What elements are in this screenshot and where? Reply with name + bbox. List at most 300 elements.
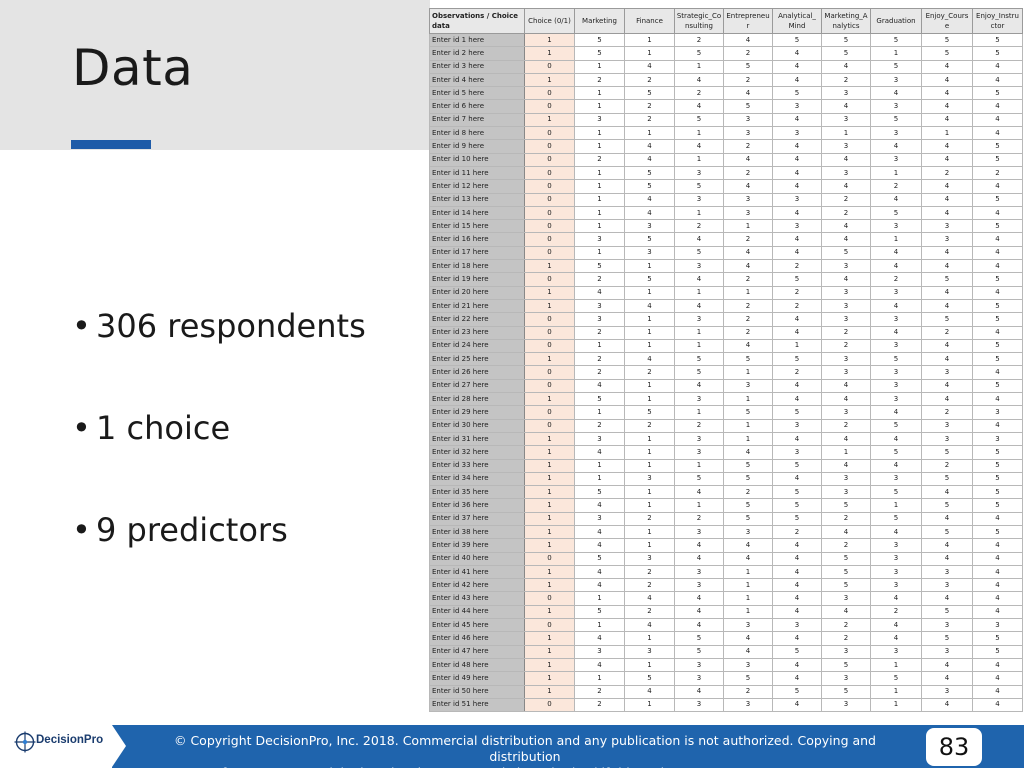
table-cell: 1 xyxy=(625,127,675,140)
row-id-cell: Enter id 8 here xyxy=(430,127,525,140)
table-cell: 2 xyxy=(724,73,773,86)
table-cell: 4 xyxy=(773,432,822,445)
copyright-line-1: © Copyright DecisionPro, Inc. 2018. Commercial distribution and any publication is not authorized. Copying and distribution xyxy=(173,733,876,764)
table-cell: 3 xyxy=(575,313,625,326)
table-cell: 5 xyxy=(575,552,625,565)
table-cell: 3 xyxy=(871,552,922,565)
table-cell: 2 xyxy=(871,605,922,618)
table-cell: 1 xyxy=(675,60,724,73)
table-cell: 2 xyxy=(675,220,724,233)
table-cell: 4 xyxy=(922,246,973,259)
choice-cell: 1 xyxy=(525,672,575,685)
row-id-cell: Enter id 27 here xyxy=(430,379,525,392)
table-row xyxy=(430,273,1023,286)
table-cell: 4 xyxy=(973,698,1023,711)
row-id-cell: Enter id 16 here xyxy=(430,233,525,246)
table-cell: 3 xyxy=(822,486,871,499)
page-number: 83 xyxy=(926,728,982,766)
table-cell: 5 xyxy=(675,353,724,366)
table-cell: 3 xyxy=(675,658,724,671)
choice-cell: 0 xyxy=(525,619,575,632)
table-cell: 4 xyxy=(675,379,724,392)
table-cell: 5 xyxy=(773,406,822,419)
table-cell: 5 xyxy=(973,220,1023,233)
table-cell: 4 xyxy=(922,73,973,86)
table-cell: 1 xyxy=(575,672,625,685)
table-cell: 1 xyxy=(871,698,922,711)
choice-cell: 1 xyxy=(525,645,575,658)
table-cell: 1 xyxy=(575,406,625,419)
row-id-cell: Enter id 37 here xyxy=(430,512,525,525)
column-header xyxy=(871,9,922,34)
table-cell: 1 xyxy=(871,658,922,671)
table-cell: 1 xyxy=(625,339,675,352)
choice-cell: 1 xyxy=(525,525,575,538)
table-cell: 2 xyxy=(625,512,675,525)
table-cell: 3 xyxy=(724,619,773,632)
table-cell: 4 xyxy=(973,206,1023,219)
table-cell: 2 xyxy=(773,299,822,312)
table-cell: 3 xyxy=(871,127,922,140)
table-cell: 4 xyxy=(922,299,973,312)
table-cell: 4 xyxy=(773,539,822,552)
table-cell: 1 xyxy=(625,486,675,499)
choice-cell: 1 xyxy=(525,47,575,60)
table-cell: 2 xyxy=(724,273,773,286)
table-cell: 3 xyxy=(724,193,773,206)
choice-cell: 0 xyxy=(525,592,575,605)
table-cell: 2 xyxy=(922,406,973,419)
table-cell: 4 xyxy=(675,539,724,552)
table-cell: 5 xyxy=(973,379,1023,392)
table-cell: 5 xyxy=(773,459,822,472)
table-cell: 4 xyxy=(922,393,973,406)
table-row xyxy=(430,379,1023,392)
table-cell: 3 xyxy=(822,592,871,605)
table-cell: 3 xyxy=(822,672,871,685)
table-cell: 4 xyxy=(871,299,922,312)
row-id-cell: Enter id 5 here xyxy=(430,87,525,100)
table-cell: 1 xyxy=(724,565,773,578)
table-cell: 3 xyxy=(675,393,724,406)
choice-cell: 1 xyxy=(525,565,575,578)
table-cell: 1 xyxy=(575,220,625,233)
table-cell: 4 xyxy=(871,260,922,273)
table-cell: 4 xyxy=(625,592,675,605)
table-cell: 3 xyxy=(922,619,973,632)
table-cell: 4 xyxy=(675,73,724,86)
table-row xyxy=(430,233,1023,246)
table-row xyxy=(430,592,1023,605)
bullet-item xyxy=(72,405,366,507)
table-cell: 5 xyxy=(871,60,922,73)
table-cell: 4 xyxy=(575,446,625,459)
row-id-cell: Enter id 38 here xyxy=(430,525,525,538)
table-cell: 3 xyxy=(822,645,871,658)
column-header-text: Entrepreneu xyxy=(726,12,770,20)
table-cell: 3 xyxy=(625,645,675,658)
table-cell: 5 xyxy=(973,299,1023,312)
table-cell: 4 xyxy=(625,619,675,632)
column-header-text: Mind xyxy=(788,22,806,30)
table-cell: 4 xyxy=(675,140,724,153)
table-cell: 5 xyxy=(871,446,922,459)
table-row xyxy=(430,34,1023,47)
table-cell: 3 xyxy=(724,525,773,538)
table-row xyxy=(430,432,1023,445)
row-id-cell: Enter id 13 here xyxy=(430,193,525,206)
table-cell: 5 xyxy=(922,525,973,538)
table-cell: 4 xyxy=(922,286,973,299)
table-cell: 4 xyxy=(973,552,1023,565)
table-cell: 5 xyxy=(724,100,773,113)
table-cell: 4 xyxy=(724,246,773,259)
table-cell: 5 xyxy=(973,34,1023,47)
table-cell: 2 xyxy=(575,419,625,432)
table-cell: 5 xyxy=(973,313,1023,326)
table-cell: 2 xyxy=(625,113,675,126)
choice-cell: 0 xyxy=(525,366,575,379)
column-header-text: Analytical_ xyxy=(778,12,816,20)
table-cell: 5 xyxy=(773,685,822,698)
choice-cell: 0 xyxy=(525,233,575,246)
choice-cell: 1 xyxy=(525,459,575,472)
table-row xyxy=(430,459,1023,472)
table-cell: 5 xyxy=(575,34,625,47)
table-cell: 1 xyxy=(575,592,625,605)
table-cell: 4 xyxy=(922,60,973,73)
choice-cell: 0 xyxy=(525,313,575,326)
table-cell: 4 xyxy=(973,605,1023,618)
table-cell: 5 xyxy=(625,672,675,685)
table-cell: 2 xyxy=(773,260,822,273)
table-cell: 4 xyxy=(822,525,871,538)
table-cell: 5 xyxy=(822,246,871,259)
table-cell: 3 xyxy=(575,113,625,126)
table-body xyxy=(430,34,1023,712)
row-id-cell: Enter id 35 here xyxy=(430,486,525,499)
table-cell: 4 xyxy=(773,592,822,605)
table-cell: 5 xyxy=(724,472,773,485)
table-cell: 5 xyxy=(922,446,973,459)
table-cell: 3 xyxy=(822,87,871,100)
table-cell: 4 xyxy=(922,379,973,392)
table-cell: 2 xyxy=(575,153,625,166)
column-header-text: Finance xyxy=(636,17,663,25)
table-cell: 4 xyxy=(822,459,871,472)
table-cell: 3 xyxy=(922,565,973,578)
table-cell: 5 xyxy=(922,499,973,512)
table-cell: 3 xyxy=(625,246,675,259)
table-cell: 4 xyxy=(625,193,675,206)
table-row xyxy=(430,113,1023,126)
table-cell: 3 xyxy=(675,579,724,592)
table-cell: 1 xyxy=(575,60,625,73)
table-cell: 4 xyxy=(973,286,1023,299)
slide-title: Data xyxy=(72,39,194,97)
choice-cell: 0 xyxy=(525,153,575,166)
column-header xyxy=(973,9,1023,34)
row-id-cell: Enter id 49 here xyxy=(430,672,525,685)
table-cell: 4 xyxy=(973,326,1023,339)
table-cell: 5 xyxy=(973,153,1023,166)
table-cell: 4 xyxy=(575,565,625,578)
table-cell: 1 xyxy=(625,34,675,47)
choice-cell: 1 xyxy=(525,446,575,459)
table-cell: 4 xyxy=(724,632,773,645)
table-cell: 3 xyxy=(871,472,922,485)
table-cell: 1 xyxy=(675,326,724,339)
table-cell: 3 xyxy=(724,379,773,392)
title-band xyxy=(0,0,430,150)
table-cell: 2 xyxy=(675,512,724,525)
table-cell: 2 xyxy=(822,193,871,206)
table-row xyxy=(430,658,1023,671)
table-cell: 4 xyxy=(871,432,922,445)
choice-cell: 1 xyxy=(525,685,575,698)
table-cell: 3 xyxy=(625,472,675,485)
table-cell: 3 xyxy=(973,432,1023,445)
column-header-text: data xyxy=(432,22,450,30)
table-cell: 1 xyxy=(625,326,675,339)
table-cell: 4 xyxy=(973,73,1023,86)
table-cell: 4 xyxy=(973,233,1023,246)
copyright-notice xyxy=(160,733,890,781)
table-cell: 4 xyxy=(922,672,973,685)
table-cell: 4 xyxy=(922,339,973,352)
row-id-cell: Enter id 29 here xyxy=(430,406,525,419)
choice-cell: 0 xyxy=(525,698,575,711)
table-cell: 4 xyxy=(822,393,871,406)
table-cell: 5 xyxy=(675,472,724,485)
table-cell: 4 xyxy=(675,685,724,698)
table-row xyxy=(430,299,1023,312)
table-cell: 4 xyxy=(773,672,822,685)
table-cell: 3 xyxy=(871,645,922,658)
table-cell: 3 xyxy=(822,140,871,153)
table-row xyxy=(430,552,1023,565)
table-cell: 1 xyxy=(625,379,675,392)
column-header xyxy=(525,9,575,34)
table-cell: 2 xyxy=(575,698,625,711)
table-cell: 5 xyxy=(675,632,724,645)
column-header-text: Enjoy_Cours xyxy=(925,12,969,20)
table-cell: 4 xyxy=(973,393,1023,406)
table-cell: 5 xyxy=(871,34,922,47)
table-row xyxy=(430,220,1023,233)
data-table xyxy=(429,8,1023,712)
column-header-text: r xyxy=(746,22,750,30)
table-cell: 1 xyxy=(724,579,773,592)
choice-cell: 1 xyxy=(525,286,575,299)
table-cell: 4 xyxy=(922,486,973,499)
table-cell: 4 xyxy=(973,592,1023,605)
table-cell: 2 xyxy=(822,419,871,432)
choice-cell: 1 xyxy=(525,393,575,406)
table-row xyxy=(430,140,1023,153)
table-cell: 4 xyxy=(822,432,871,445)
table-cell: 5 xyxy=(675,366,724,379)
table-cell: 2 xyxy=(822,539,871,552)
table-row xyxy=(430,166,1023,179)
table-cell: 4 xyxy=(822,153,871,166)
table-cell: 4 xyxy=(973,100,1023,113)
table-row xyxy=(430,100,1023,113)
title-accent-bar xyxy=(71,140,151,149)
column-header xyxy=(430,9,525,34)
table-cell: 4 xyxy=(575,658,625,671)
table-cell: 3 xyxy=(922,419,973,432)
table-cell: 2 xyxy=(724,326,773,339)
table-cell: 3 xyxy=(724,113,773,126)
table-cell: 3 xyxy=(675,193,724,206)
table-cell: 2 xyxy=(625,579,675,592)
table-cell: 4 xyxy=(773,153,822,166)
table-cell: 1 xyxy=(675,286,724,299)
table-cell: 4 xyxy=(675,592,724,605)
table-cell: 5 xyxy=(773,512,822,525)
choice-cell: 1 xyxy=(525,632,575,645)
table-cell: 2 xyxy=(871,273,922,286)
table-cell: 4 xyxy=(625,206,675,219)
choice-cell: 1 xyxy=(525,353,575,366)
choice-cell: 0 xyxy=(525,193,575,206)
table-cell: 5 xyxy=(871,512,922,525)
table-row xyxy=(430,698,1023,711)
table-cell: 2 xyxy=(922,459,973,472)
table-cell: 5 xyxy=(773,87,822,100)
choice-cell: 0 xyxy=(525,206,575,219)
table-cell: 4 xyxy=(922,113,973,126)
table-cell: 5 xyxy=(625,406,675,419)
table-cell: 4 xyxy=(822,60,871,73)
table-cell: 4 xyxy=(973,672,1023,685)
choice-cell: 0 xyxy=(525,379,575,392)
table-cell: 2 xyxy=(724,313,773,326)
row-id-cell: Enter id 39 here xyxy=(430,539,525,552)
table-cell: 5 xyxy=(724,512,773,525)
table-cell: 2 xyxy=(575,366,625,379)
table-cell: 5 xyxy=(973,140,1023,153)
table-cell: 5 xyxy=(973,446,1023,459)
choice-cell: 0 xyxy=(525,419,575,432)
table-cell: 4 xyxy=(871,246,922,259)
table-cell: 3 xyxy=(675,432,724,445)
table-cell: 3 xyxy=(822,260,871,273)
row-id-cell: Enter id 11 here xyxy=(430,166,525,179)
choice-cell: 0 xyxy=(525,339,575,352)
table-cell: 1 xyxy=(625,539,675,552)
table-cell: 3 xyxy=(922,366,973,379)
table-cell: 5 xyxy=(973,193,1023,206)
table-cell: 1 xyxy=(625,499,675,512)
row-id-cell: Enter id 19 here xyxy=(430,273,525,286)
column-header-text: Enjoy_Instru xyxy=(976,12,1019,20)
table-cell: 5 xyxy=(822,499,871,512)
table-cell: 3 xyxy=(575,299,625,312)
table-cell: 5 xyxy=(625,273,675,286)
row-id-cell: Enter id 23 here xyxy=(430,326,525,339)
table-cell: 5 xyxy=(871,206,922,219)
table-cell: 4 xyxy=(922,353,973,366)
table-cell: 5 xyxy=(575,486,625,499)
table-cell: 4 xyxy=(724,552,773,565)
table-cell: 2 xyxy=(822,73,871,86)
table-cell: 1 xyxy=(625,698,675,711)
table-cell: 1 xyxy=(575,619,625,632)
row-id-cell: Enter id 26 here xyxy=(430,366,525,379)
row-id-cell: Enter id 32 here xyxy=(430,446,525,459)
table-cell: 1 xyxy=(575,206,625,219)
row-id-cell: Enter id 1 here xyxy=(430,34,525,47)
table-cell: 3 xyxy=(922,685,973,698)
row-id-cell: Enter id 4 here xyxy=(430,73,525,86)
table-cell: 4 xyxy=(625,153,675,166)
table-cell: 5 xyxy=(922,273,973,286)
table-cell: 5 xyxy=(675,645,724,658)
table-cell: 4 xyxy=(871,326,922,339)
row-id-cell: Enter id 7 here xyxy=(430,113,525,126)
row-id-cell: Enter id 9 here xyxy=(430,140,525,153)
table-cell: 3 xyxy=(625,552,675,565)
column-header-text: Observations / Choice xyxy=(432,12,518,20)
table-cell: 4 xyxy=(773,698,822,711)
table-cell: 3 xyxy=(871,565,922,578)
table-cell: 2 xyxy=(675,419,724,432)
logo-arrow-shape xyxy=(112,725,126,767)
table-cell: 3 xyxy=(822,299,871,312)
table-cell: 3 xyxy=(922,432,973,445)
row-id-cell: Enter id 46 here xyxy=(430,632,525,645)
table-row xyxy=(430,565,1023,578)
table-cell: 5 xyxy=(973,273,1023,286)
row-id-cell: Enter id 6 here xyxy=(430,100,525,113)
table-cell: 5 xyxy=(973,499,1023,512)
table-cell: 3 xyxy=(871,366,922,379)
table-cell: 4 xyxy=(922,552,973,565)
table-cell: 1 xyxy=(625,47,675,60)
table-cell: 1 xyxy=(773,339,822,352)
table-cell: 2 xyxy=(575,73,625,86)
row-id-cell: Enter id 15 here xyxy=(430,220,525,233)
table-cell: 3 xyxy=(871,539,922,552)
table-cell: 4 xyxy=(973,60,1023,73)
column-header xyxy=(575,9,625,34)
table-cell: 4 xyxy=(973,539,1023,552)
table-row xyxy=(430,260,1023,273)
table-cell: 2 xyxy=(724,233,773,246)
table-row xyxy=(430,632,1023,645)
table-cell: 1 xyxy=(575,127,625,140)
table-cell: 1 xyxy=(822,127,871,140)
table-cell: 4 xyxy=(575,286,625,299)
table-cell: 1 xyxy=(871,166,922,179)
choice-cell: 1 xyxy=(525,579,575,592)
table-cell: 1 xyxy=(871,47,922,60)
table-cell: 4 xyxy=(625,140,675,153)
table-cell: 3 xyxy=(871,379,922,392)
table-cell: 1 xyxy=(871,685,922,698)
table-row xyxy=(430,339,1023,352)
table-cell: 3 xyxy=(773,220,822,233)
table-cell: 4 xyxy=(871,87,922,100)
table-row xyxy=(430,206,1023,219)
table-cell: 4 xyxy=(575,379,625,392)
table-cell: 2 xyxy=(575,273,625,286)
table-cell: 5 xyxy=(822,565,871,578)
choice-cell: 1 xyxy=(525,605,575,618)
table-cell: 4 xyxy=(922,698,973,711)
